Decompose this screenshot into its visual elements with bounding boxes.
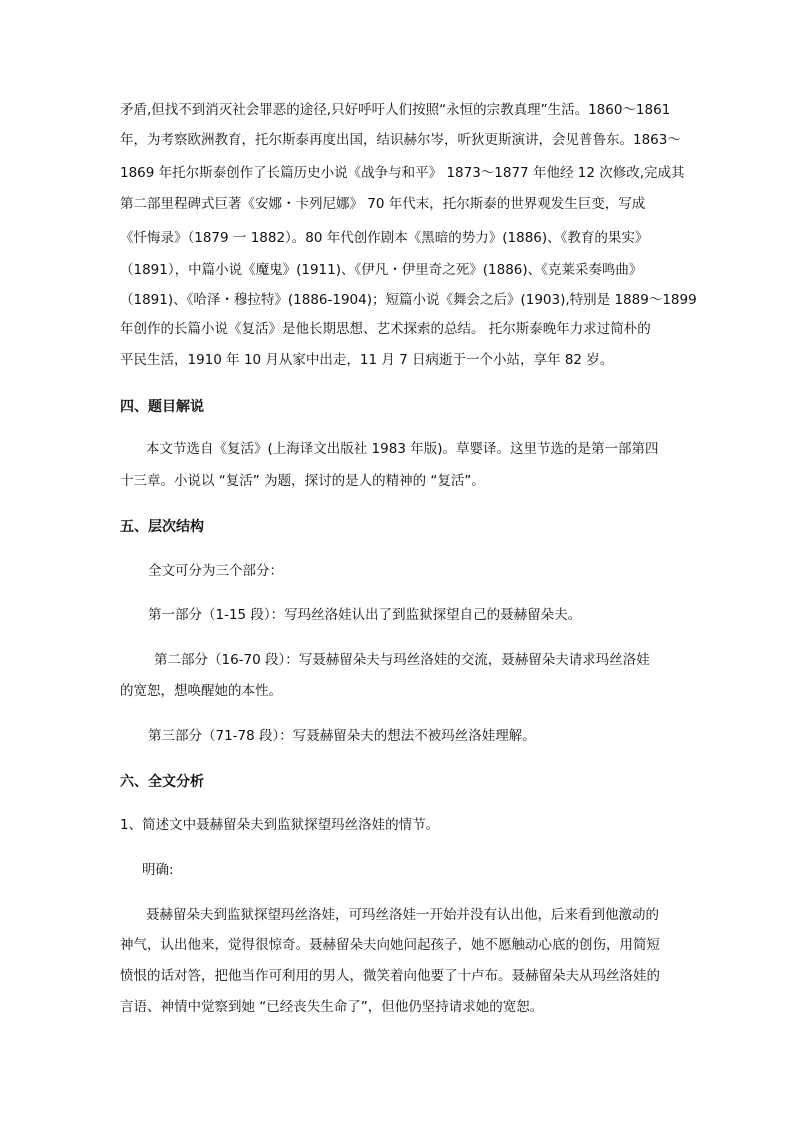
answer-line: 神气，认出他来，觉得很惊奇。聂赫留朵夫向她问起孩子，她不愿触动心底的创伤，用简短	[120, 937, 660, 953]
bio-line: 年，为考察欧洲教育，托尔斯泰再度出国，结识赫尔岑，听狄更斯演讲，会见普鲁东。1863～	[120, 132, 681, 148]
bio-line: （1891)、《哈泽・穆拉特》(1886-1904)；短篇小说《舞会之后》(1903),特别是 1889～1899	[120, 292, 697, 308]
answer-line: 聂赫留朵夫到监狱探望玛丝洛娃，可玛丝洛娃一开始并没有认出他，后来看到他激动的	[146, 907, 659, 923]
bio-line: （1891），中篇小说《魔鬼》(1911)、《伊凡・伊里奇之死》(1886)、《克莱采奏鸣曲》	[120, 262, 643, 278]
section-heading-4: 四、题目解说	[120, 399, 204, 415]
section-heading-5: 五、层次结构	[120, 519, 204, 535]
section5-intro: 全文可分为三个部分：	[148, 563, 283, 579]
bio-line: 第二部里程碑式巨著《安娜・卡列尼娜》 70 年代末，托尔斯泰的世界观发生巨变，写成	[120, 196, 646, 212]
answer-label: 明确:	[142, 862, 174, 878]
section4-line: 十三章。小说以 “复活” 为题，探讨的是人的精神的 “复活”。	[120, 473, 485, 489]
bio-line: 矛盾,但找不到消灭社会罪恶的途径,只好呼吁人们按照“永恒的宗教真理”生活。1860～1861	[120, 102, 671, 118]
bio-line: 年创作的长篇小说《复活》是他长期思想、艺术探索的总结。 托尔斯泰晚年力求过简朴的	[120, 321, 651, 337]
section5-part2: 第二部分（16-70 段）：写聂赫留朵夫与玛丝洛娃的交流，聂赫留朵夫请求玛丝洛娃	[154, 652, 650, 668]
answer-line: 言语、神情中觉察到她 “已经丧失生命了”，但他仍坚持请求她的宽恕。	[120, 999, 544, 1015]
bio-line: 平民生活，1910 年 10 月从家中出走，11 月 7 日病逝于一个小站，享年 82 岁。	[120, 352, 614, 368]
section4-line: 本文节选自《复活》(上海译文出版社 1983 年版)。草婴译。这里节选的是第一部第四	[146, 441, 659, 457]
bio-line: 《忏悔录》（1879 一 1882）。80 年代创作剧本《黑暗的势力》(1886)、《教育的果实》	[120, 230, 649, 246]
section-heading-6: 六、全文分析	[120, 774, 204, 790]
section5-part3: 第三部分（71-78 段）：写聂赫留朵夫的想法不被玛丝洛娃理解。	[148, 728, 536, 744]
section5-part1: 第一部分（1-15 段）：写玛丝洛娃认出了到监狱探望自己的聂赫留朵夫。	[148, 607, 582, 623]
answer-line: 愤恨的话对答，把他当作可利用的男人，微笑着向他要了十卢布。聂赫留朵夫从玛丝洛娃的	[120, 968, 660, 984]
bio-line: 1869 年托尔斯泰创作了长篇历史小说《战争与和平》 1873～1877 年他经 12 次修改,完成其	[120, 165, 685, 181]
section5-part2-cont: 的宽恕，想唤醒她的本性。	[120, 683, 282, 699]
question-1: 1、简述文中聂赫留朵夫到监狱探望玛丝洛娃的情节。	[120, 817, 440, 833]
